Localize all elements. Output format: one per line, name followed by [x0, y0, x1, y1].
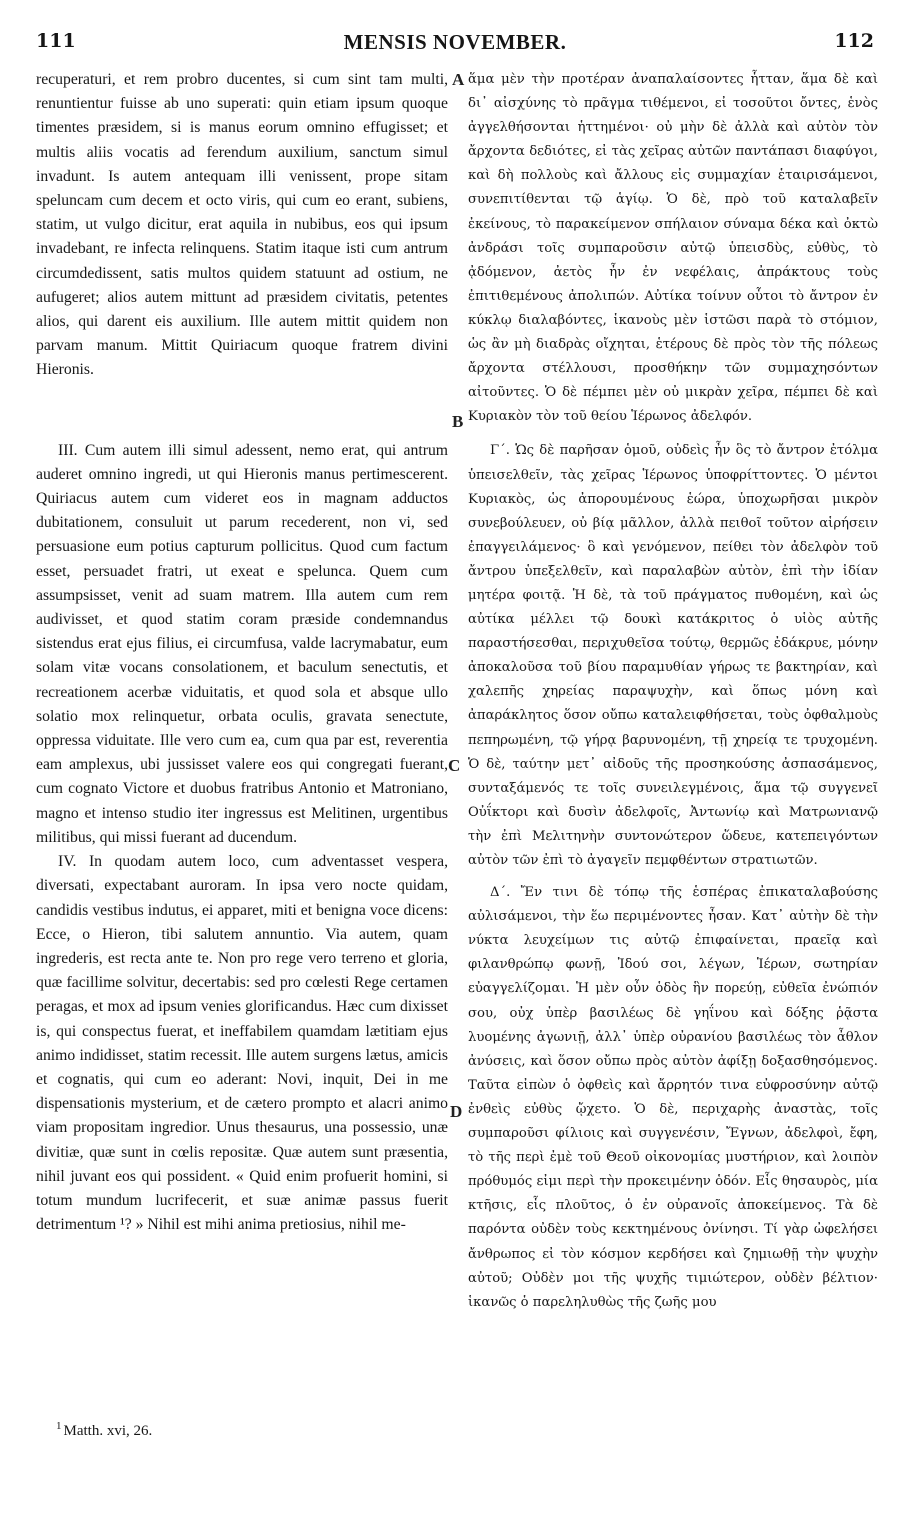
latin-paragraph-3: IV. In quodam autem loco, cum adventasset vespera, diversati, expectabant auroram. In ipsa vero nocte quidam, candidis vestibus indutus, ei apparet, miti et benigna voce dicens: Ecce, o Hieron, tibi salutem annuntio. Via autem, quam ingrederis, est recta ante te. Non pro rege vero terreno et gloria, quæ facillime solvitur, decertabis: sed pro cœlesti Rege certamen peragas, et mox ad ipsum venies glorificandus. Hæc cum dixisset is, qui conspectus fuerat, et ineffabilem quamdam lætitiam ejus animo indidisset, statim recessit. Ille autem surgens lætus, amicis et cognatis, qui cum eo aderant: Novi, inquit, Dei in me dispensationis mysterium, et de cætero prompto et alacri animo viam propositam ingredior. Unus thesaurus, una possessio, unæ divitiæ, quæ sunt in cœlis repositæ. Quæ autem sunt præsentia, nihil juvant eos qui possident. « Quid enim profuerit homini, si totum mundum lucrifecerit, et suæ animæ passus fuerit detrimentum ¹? » Nihil est mihi anima pretiosius, nihil me-	[36, 853, 448, 1234]
margin-letter-c: C	[448, 756, 461, 775]
page-number-right: 112	[834, 30, 874, 52]
latin-paragraph-1: recuperaturi, et rem probro ducentes, si cum sint tam multi, renuntientur fuisse ab uno superati: quin etiam ipsum quoque timentes præsidem, si is manus eorum omnino effugisset; et multis aliis vocatis ad ferendum auxilium, sanctum simul invadunt. Is autem antequam illi venissent, prope sitam speluncam cum decem et octo viris, qui cum eo erant, subiens, statim, ut vulgo dicitur, erat aquila in nubibus, eos qui ipsum invadebant, re infecta relinquens. Statim itaque isti cum antrum circumdedissent, satis multos quidem statuunt ad ostium, ne aufugeret; alios autem mittunt ad præsidem civitatis, petentes alios, qui darent eis auxilium. Ille autem mittit quidem non parvam manum. Mittit Quiriacum quoque fratrem divini Hieronis.	[36, 71, 448, 379]
greek-paragraph-2: Γ΄. Ὡς δὲ παρῆσαν ὁμοῦ, οὐδεὶς ἦν ὃς τὸ ἄντρον ἐτόλμα ὑπεισελθεῖν, τὰς χεῖρας Ἱέρωνος ὑποφρίττοντες. Ὁ μέντοι Κυριακὸς, ὡς ἀπορουμένους ἑώρα, ὑποχωρῆσαι μικρὸν συνεβούλευεν, οὐ βίᾳ μᾶλλον, ἀλλὰ πειθοῖ τοῦτον αἱρήσειν ἐπαγγειλάμενος· ὃ καὶ γενόμενον, πείθει τὸν ἀδελφὸν τοῦ ἄντρου ὑπεξελθεῖν, καὶ παραλαβὼν αὐτὸν, ἐπὶ τὴν ἰδίαν μητέρα φοιτᾷ. Ἡ δὲ, τὰ τοῦ πράγματος πυθομένη, καὶ ὡς αὐτίκα μέλλει τῷ δουκὶ κατάκριτος ὁ υἱὸς αὐτῆς παραστήσεσθαι, περιχυθεῖσα τούτῳ, θερμῶς ἐδάκρυε, μόνην ἀποκαλοῦσα τοῦ βίου παραμυθίαν γήρως τε βακτηρίαν, καὶ χαλεπῆς χηρείας παραψυχὴν, καὶ ὅπως μόνη καὶ ἀπαράκλητος ὅσον οὔπω καταλειφθήσεται, τοὺς ὀφθαλμοὺς πεπηρωμένη, τῷ γήρᾳ βαρυνομένη, τῇ χηρείᾳ τε τρυχομένη. Ὁ δὲ, ταύτην μετ᾽ αἰδοῦς τῆς προσηκούσης ἀσπασάμενος, συνταξάμενός τε τοῖς συνειλεγμένοις, ἅμα τῷ συγγενεῖ Οὐΐκτορι καὶ δυσὶν ἀδελφοῖς, Ἀντωνίῳ καὶ Ματρωνιανῷ τὴν ἐπὶ Μελιτηνὴν συντονώτερον ὥδευε, κατεπειγόντων αὐτὸν τῶν ἐπὶ τὸ ἀγαγεῖν πεμφθέντων στρατιωτῶν.	[468, 443, 878, 868]
margin-letter-a: A	[452, 70, 465, 89]
latin-column	[36, 68, 448, 1237]
running-header	[0, 0, 910, 60]
footnote-text: Matth. xvi, 26.	[63, 1423, 153, 1439]
footnote	[56, 1420, 436, 1440]
section-gap	[36, 383, 448, 439]
greek-paragraph-1: ἅμα μὲν τὴν προτέραν ἀναπαλαίσοντες ἧτταν, ἅμα δὲ καὶ δι᾽ αἰσχύνης τὸ πρᾶγμα τιθέμενοι, εἰ τοσοῦτοι ὄντες, ἑνὸς ἀγγελθήσονται ἡττημένοι· οὐ μὴν δὲ ἀλλὰ καὶ αὐτὸν τὸν ἄρχοντα δεδιότες, εἰ τὰς χεῖρας αὐτῶν παντάπασι διαφύγοι, καὶ δὴ πολλοὺς καὶ ἄλλους εἰς συμμαχίαν ἑταιρισάμενοι, συνεπιτίθενται τῷ ἁγίῳ. Ὁ δὲ, πρὸ τοῦ καταλαβεῖν ἐκείνους, τὸ παρακείμενον σπήλαιον σύναμα δέκα καὶ ὀκτὼ ἀνδράσι τοῖς συμπαροῦσιν αὐτῷ ὑπεισδὺς, εὐθὺς, τὸ ᾀδόμενον, ἀετὸς ἦν ἐν νεφέλαις, ἀπράκτους τοὺς ἐπιτιθεμένους ἀπολιπών. Αὐτίκα τοίνυν οὗτοι τὸ ἄντρον ἐν κύκλῳ διαλαβόντες, ἱκανοὺς μὲν ἱστῶσι παρὰ τὸ στόμιον, ὡς ἂν μὴ διαδρὰς οἴχηται, ἑτέρους δὲ πρὸς τὸν τῆς πόλεως ἄρχοντα στέλλουσι, προσθήκην τῶν συμμαχησόντων αἰτοῦντες. Ὁ δὲ πέμπει μὲν οὐ μικρὰν χεῖρα, πέμπει δὲ καὶ Κυριακὸν τὸν τοῦ θείου Ἱέρωνος ἀδελφόν.	[468, 72, 878, 425]
running-title: MENSIS NOVEMBER.	[343, 30, 567, 54]
latin-paragraph-2: III. Cum autem illi simul adessent, nemo erat, qui antrum auderet omnino ingredi, ut qui Hieronis manus pertimescerent. Quiriacus autem cum videret eos in magnam adductos dubitationem, consuluit ut parum recederent, non vi, sed persuasione eum potius capturum pollicitus. Quod cum factum esset, persuadet fratri, ut exeat e spelunca. Quem cum assumpsisset, venit ad suam matrem. Illa autem cum rem audivisset, et quod statim coram præside condemnandus sistendus erat ejus filius, ei circumfusa, valde lacrymabatur, eum solam vitæ vocans consolationem, et baculum senectutis, et recreationem acerbæ viduitatis, et quod sola et absque ullo solatio mox relinquetur, orbata oculis, gravata senectute, oppressa viduitate. Ille vero cum ea, cum qua par est, reverentia eam amplexus, ubi jussisset valere eos qui congregati fuerant, cum cognato Victore et duobus fratribus Antonio et Matroniano, magno et intenso studio iter ingressus est Melitinen, urgentibus militibus, qui missi fuerant ad ducendum.	[36, 441, 448, 846]
greek-column	[468, 68, 878, 1315]
footnote-mark: 1	[56, 1420, 62, 1432]
margin-letter-b: B	[452, 412, 464, 431]
page-number-left: 111	[36, 30, 76, 52]
margin-letter-d: D	[450, 1102, 463, 1121]
greek-paragraph-3: Δ΄. Ἔν τινι δὲ τόπῳ τῆς ἑσπέρας ἐπικαταλαβούσης αὐλισάμενοι, τὴν ἕω περιμένοντες ἦσαν. Κατ᾽ αὐτὴν δὲ τὴν νύκτα λευχείμων τις αὐτῷ ἐπιφαίνεται, πραεῖᾳ καὶ φιλανθρώπῳ φωνῇ, Ἰδού σοι, λέγων, Ἱέρων, σωτηρίαν εὐαγγελίζομαι. Ἡ μὲν οὖν ὁδὸς ἣν πορεύῃ, εὐθεῖα ἐνώπιόν σου, οὐχ ὑπὲρ βασιλέως δὲ γηΐνου καὶ δόξης ῥᾷστα λυομένης ἀγωνιῇ, ἀλλ᾽ ὑπὲρ οὐρανίου βασιλέως τὸν ἆθλον ἀνύσεις, καὶ ὅσον οὔπω πρὸς αὐτὸν ἀφίξῃ δοξασθησόμενος. Ταῦτα εἰπὼν ὁ ὀφθεὶς καὶ ἄρρητόν τινα εὐφροσύνην αὐτῷ ἐνθεὶς εὐθὺς ᾤχετο. Ὁ δὲ, περιχαρὴς ἀναστὰς, τοῖς συμπαροῦσι φίλιοις καὶ συγγενέσιν, Ἔγνων, ἀδελφοὶ, ἔφη, τὸ τῆς περὶ ἐμὲ τοῦ Θεοῦ οἰκονομίας μυστήριον, καὶ λοιπὸν πρόθυμός εἰμι περὶ τὴν προκειμένην ὁδόν. Εἷς θησαυρὸς, μία κτῆσις, εἷς πλοῦτος, ὁ ἐν οὐρανοῖς ἀποκείμενος. Τὰ δὲ παρόντα οὐδὲν τοὺς κεκτημένους ὀνίνησι. Τί γὰρ ὠφελήσει ἄνθρωπος εἰ τὸν κόσμον κερδήσει καὶ ζημιωθῇ τὴν ψυχὴν αὐτοῦ; Οὐδὲν μοι τῆς ψυχῆς τιμιώτερον, οὐδὲν βέλτιον· ἱκανῶς ὁ παρεληλυθὼς τῆς ζωῆς μου	[468, 885, 878, 1310]
